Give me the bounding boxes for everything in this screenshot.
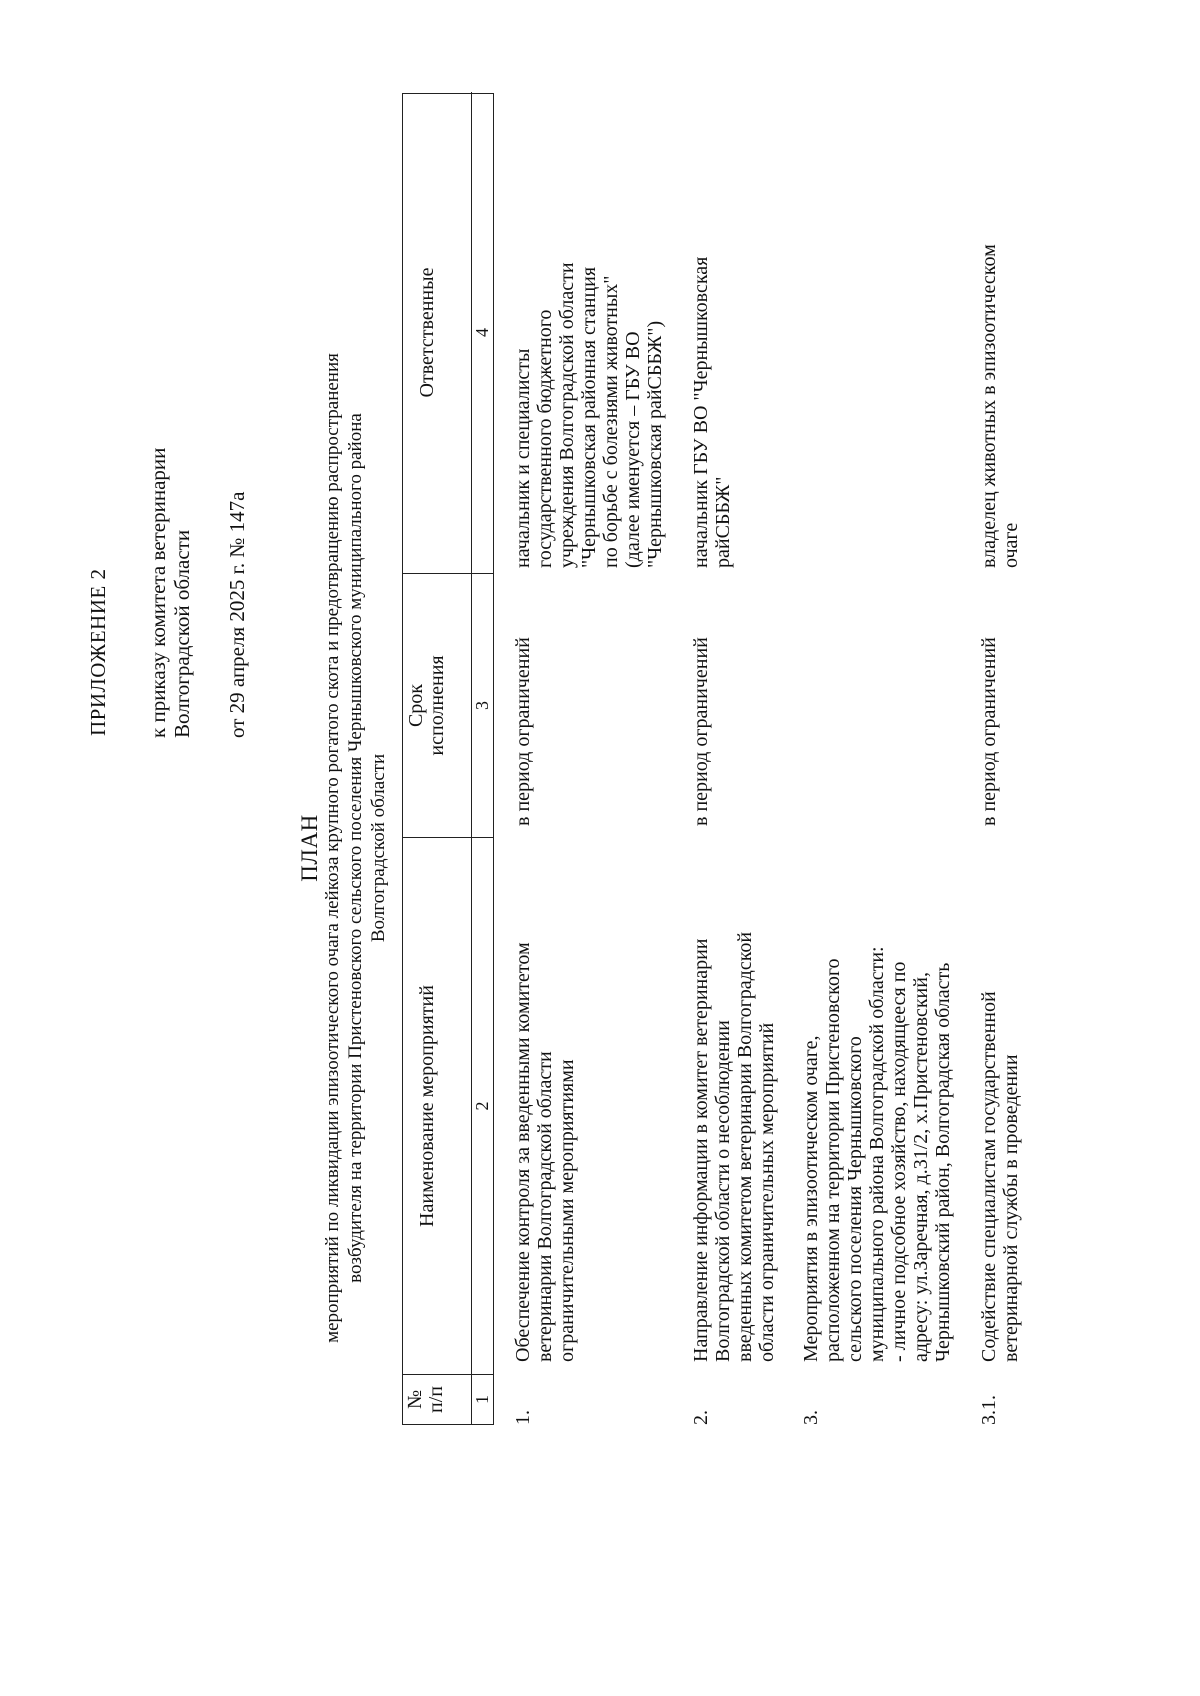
row-number: 3.1. [978, 1395, 1000, 1425]
row-term: в период ограничений [690, 637, 712, 826]
appendix-title: ПРИЛОЖЕНИЕ 2 [86, 568, 110, 736]
header-label [406, 574, 448, 837]
text-line: Обеспечение контроля за введенными комитетом [512, 942, 534, 1362]
text-line: "Чернышковская райСББЖ") [644, 320, 666, 568]
row-responsible [978, 128, 1022, 568]
text-line: Содействие специалистам государственной [978, 991, 1000, 1362]
plan-subtitle: мероприятий по ликвидации эпизоотического очага лейкоза крупного рогатого скота и предотвращению распространения [322, 353, 343, 1343]
row-responsible [690, 128, 734, 568]
text-line: Чернышковский район, Волгоградская область [932, 962, 954, 1362]
header-cell-term [403, 573, 493, 837]
text-line: "Чернышковская районная станция [578, 266, 600, 568]
row-name [690, 842, 778, 1362]
text-line: области ограничительных мероприятий [756, 1022, 778, 1362]
text-line: - личное подсобное хозяйство, находящееся по [888, 961, 910, 1362]
header-column-number: 2 [472, 1101, 492, 1111]
row-number: 2. [690, 1410, 712, 1425]
header-label: Наименование мероприятий [416, 985, 438, 1227]
text-line: введенных комитетом ветеринарии Волгоградской [734, 931, 756, 1362]
text-line: государственного бюджетного [534, 309, 556, 568]
header-label [405, 1375, 447, 1424]
header-label: Ответственные [416, 267, 438, 398]
text-line: (далее именуется – ГБУ ВО [622, 331, 644, 568]
header-label-line: исполнения [426, 655, 448, 756]
text-line: Мероприятия в эпизоотическом очаге, [800, 1035, 822, 1362]
plan-subtitle: Волгоградской области [368, 753, 389, 943]
text-line: ветеринарии Волгоградской области [534, 1051, 556, 1362]
row-term: в период ограничений [978, 637, 1000, 826]
text-line: Волгоградской области о несоблюдении [712, 1020, 734, 1362]
header-column-number: 4 [472, 328, 492, 337]
plan-subtitle: возбудителя на территории Пристеновского сельского поселения Чернышковского муниципального района [345, 413, 366, 1283]
header-label-line: Срок [405, 683, 427, 728]
row-name [800, 842, 954, 1362]
row-number: 1. [512, 1410, 534, 1425]
table-header [402, 93, 494, 1425]
text-line: начальник и специалисты [512, 348, 534, 568]
order-reference-line: Волгоградской области [170, 529, 194, 738]
row-number: 3. [800, 1410, 822, 1425]
text-line: расположенном на территории Пристеновского [822, 958, 844, 1362]
row-name [978, 842, 1022, 1362]
text-line: муниципального района Волгоградской области: [866, 946, 888, 1362]
order-reference-line: к приказу комитета ветеринарии [146, 447, 170, 738]
plan-heading: ПЛАН [297, 814, 322, 882]
text-line: ограничительными мероприятиями [556, 1059, 578, 1362]
header-cell-number [403, 1374, 493, 1424]
text-line: ветеринарной службы в проведении [1000, 1054, 1022, 1362]
header-column-number: 1 [472, 1395, 492, 1404]
row-name [512, 842, 578, 1362]
text-line: райСББЖ" [712, 476, 734, 568]
text-line: учреждения Волгоградской области [556, 262, 578, 568]
header-label-line: п/п [425, 1386, 447, 1413]
order-date: от 29 апреля 2025 г. № 147а [225, 491, 249, 738]
row-responsible [512, 128, 666, 568]
row-term: в период ограничений [512, 637, 534, 826]
text-line: владелец животных в эпизоотическом [978, 244, 1000, 568]
text-line: адресу: ул.Заречная, д.31/2, х.Пристеновский, [910, 972, 932, 1362]
header-cell-responsible [403, 92, 493, 573]
text-line: очаге [1000, 522, 1022, 568]
header-column-number: 3 [472, 701, 492, 710]
text-line: начальник ГБУ ВО "Чернышковская [690, 256, 712, 568]
text-line: сельского поселения Чернышковского [844, 1036, 866, 1362]
header-label-line: № [404, 1389, 426, 1410]
text-line: Направление информации в комитет ветеринарии [690, 938, 712, 1362]
text-line: по борьбе с болезнями животных" [600, 275, 622, 568]
header-cell-name [403, 837, 493, 1374]
